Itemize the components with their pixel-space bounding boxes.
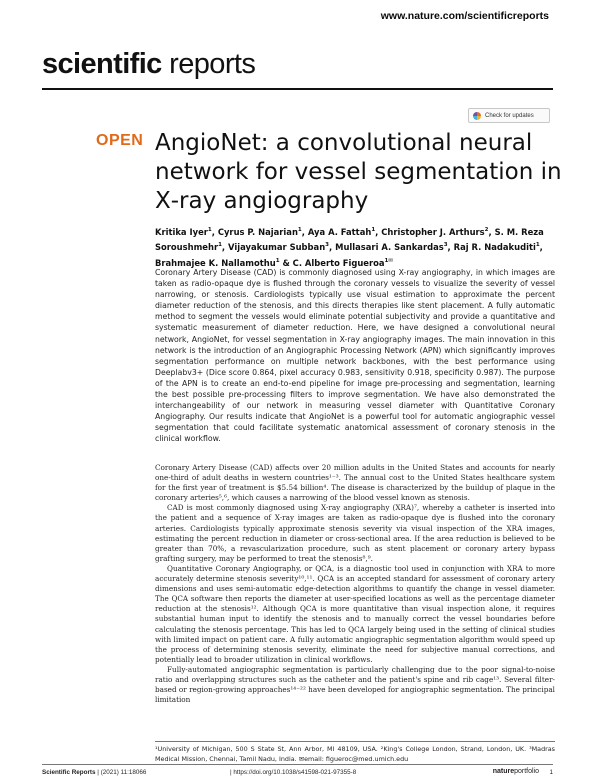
- affiliation-marker: 1: [535, 242, 540, 249]
- journal-logo-light: reports: [161, 48, 256, 80]
- footnote-divider: [155, 741, 555, 742]
- citation: [42, 769, 146, 776]
- author-name[interactable]: Kritika Iyer: [155, 226, 208, 237]
- affiliation-marker: 1: [371, 227, 376, 233]
- page-number: 1: [549, 769, 553, 776]
- author-name[interactable]: Vijayakumar Subban: [228, 242, 326, 253]
- author-name[interactable]: Mullasari A. Sankardas: [335, 242, 444, 253]
- journal-url[interactable]: www.nature.com/scientificreports: [380, 10, 549, 22]
- affiliation-marker: 1: [207, 227, 212, 233]
- affiliation-marker: 1: [275, 257, 280, 264]
- affiliations-footnote: ¹University of Michigan, 500 S State St, Ann Arbor, MI 48109, USA. ²King's College London, Strand, London, UK. ³Madras Medical Mission, Chennai, Tamil Nadu, India. ✉email: figueroc@med.umich.edu: [155, 745, 555, 763]
- footer-divider: [42, 764, 553, 765]
- author-name[interactable]: Christopher J. Arthurs: [381, 226, 485, 237]
- affiliation-marker: 1✉: [384, 257, 393, 264]
- crossmark-icon: [473, 112, 481, 120]
- article-title: AngioNet: a convolutional neural network for vessel segmentation in X‑ray angiography: [155, 130, 562, 214]
- page-footer: [42, 769, 553, 779]
- journal-logo[interactable]: [42, 50, 255, 79]
- author-name[interactable]: Aya A. Fattah: [307, 226, 372, 237]
- footer-separator: |: [95, 769, 101, 776]
- body-paragraph: CAD is most commonly diagnosed using X-ray angiography (XRA)⁷, whereby a catheter is inserted into the patient and a sequence of X-ray images are taken as radio-opaque dye is flushed into the coronary arteries. Cardiologists typically approximate stenosis severity via visual inspection of the XRA images, estimating the percent reduction in diameter or cross-sectional area. If the area reduction is believed to be greater than 70%, a revascularization procedure, such as stent placement or coronary artery bypass grafting surgery, may be performed to treat the stenosis⁸,⁹.: [155, 503, 555, 563]
- body-paragraph: Quantitative Coronary Angiography, or QCA, is a diagnostic tool used in conjunction with XRA to more accurately determine stenosis severity¹⁰,¹¹. QCA is an accepted standard for assessment of coronary artery dimensions and uses semi-automatic edge-detection algorithms to quantify the change in vessel diameter. The QCA software then reports the diameter at user-specified locations as well as the percentage diameter reduction at the stenosis¹². Although QCA is more quantitative than visual inspection alone, it requires substantial human input to identify the stenosis and to manually correct the vessel boundaries before calculating the stenosis percentage. This has led to QCA largely being used in the setting of clinical studies with limited impact on patient care. A fully automatic angiographic segmentation algorithm would speed up the process of determining stenosis severity, eliminate the need for subjective manual corrections, and potentially lead to broader utilization in clinical workflows.: [155, 563, 555, 664]
- body-paragraph: Fully-automated angiographic segmentation is particularly challenging due to the poor signal-to-noise ratio and overlapping structures such as the catheter and the patient's spine and rib cage¹³. Several filter-based or region-growing approaches¹⁴⁻²² have been developed for angiographic segmentation. The principal limitation: [155, 664, 555, 705]
- publisher-light: portfolio: [514, 768, 539, 775]
- affiliation-marker: 3: [325, 242, 329, 249]
- article-body: [155, 463, 555, 705]
- affiliation-marker: 1: [297, 227, 302, 233]
- author-name[interactable]: S. M. Reza Soroushmehr: [155, 226, 544, 253]
- check-for-updates-label: Check for updates: [485, 112, 534, 119]
- author-list: Kritika Iyer$^1$, Cyrus P. Najarian$^1$, Aya A. Fattah$^1$, Christopher J. Arthurs$^2$, S. M. Reza Soroushmehr$^1$, Vijayakumar Subban$^3$, Mullasari A. Sankardas$^3$, Raj R. Nadakuditi$^1$, Brahmajee K. Nallamothu$^1$ & C. Alberto Figueroa$^{1✉}$: [155, 226, 544, 268]
- affiliation-marker: 2: [484, 227, 489, 233]
- affiliation-marker: 1: [218, 242, 222, 249]
- author-name[interactable]: Cyrus P. Najarian: [217, 226, 298, 237]
- body-paragraph: Coronary Artery Disease (CAD) affects over 20 million adults in the United States and accounts for nearly one-third of adult deaths in western countries¹⁻³. The annual cost to the United States healthcare system for the first year of treatment is $5.54 billion⁴. The disease is characterized by the buildup of plaque in the coronary arteries⁵,⁶, which causes a narrowing of the blood vessel known as stenosis.: [155, 463, 555, 503]
- footer-volume: (2021) 11:18066: [100, 769, 147, 776]
- header-divider: [42, 88, 553, 90]
- author-name[interactable]: C. Alberto Figueroa: [292, 257, 385, 268]
- publisher-logo: [493, 768, 539, 775]
- journal-logo-bold: scientific: [42, 48, 162, 80]
- abstract: Coronary Artery Disease (CAD) is commonly diagnosed using X-ray angiography, in which images are taken as radio-opaque dye is flushed through the coronary vessels to visualize the severity of vessel narrowing, or stenosis. Cardiologists typically use visual estimation to approximate the percent diameter reduction of the stenosis, and this directs therapies like stent placement. A fully automatic method to segment the vessels would eliminate potential subjectivity and provide a quantitative and systematic measurement of diameter reduction. Here, we have designed a convolutional neural network, AngioNet, for vessel segmentation in X-ray angiography images. The main innovation in this network is the introduction of an Angiographic Processing Network (APN) which significantly improves segmentation performance on multiple network backbones, with the best performance using Deeplabv3+ (Dice score 0.864, pixel accuracy 0.983, sensitivity 0.918, specificity 0.987). The purpose of the APN is to create an end-to-end pipeline for image pre-processing and segmentation, learning the best possible pre-processing filters to improve segmentation. We have also demonstrated the interchangeability of our network in measuring vessel diameter with Quantitative Coronary Angiography. Our results indicate that AngioNet is a powerful tool for automatic angiographic vessel segmentation that could facilitate systematic anatomical assessment of coronary stenosis in the clinical workflow.: [155, 268, 555, 444]
- open-access-label: OPEN: [96, 132, 144, 149]
- author-name[interactable]: Raj R. Nadakuditi: [453, 242, 536, 253]
- footer-journal: Scientific Reports: [42, 769, 96, 776]
- author-name[interactable]: Brahmajee K. Nallamothu: [155, 257, 276, 268]
- publisher-bold: nature: [492, 768, 515, 775]
- affiliation-marker: 3: [443, 242, 448, 249]
- doi-link[interactable]: | https://doi.org/10.1038/s41598-021-97355-8: [230, 769, 357, 776]
- check-for-updates-button[interactable]: [468, 108, 550, 123]
